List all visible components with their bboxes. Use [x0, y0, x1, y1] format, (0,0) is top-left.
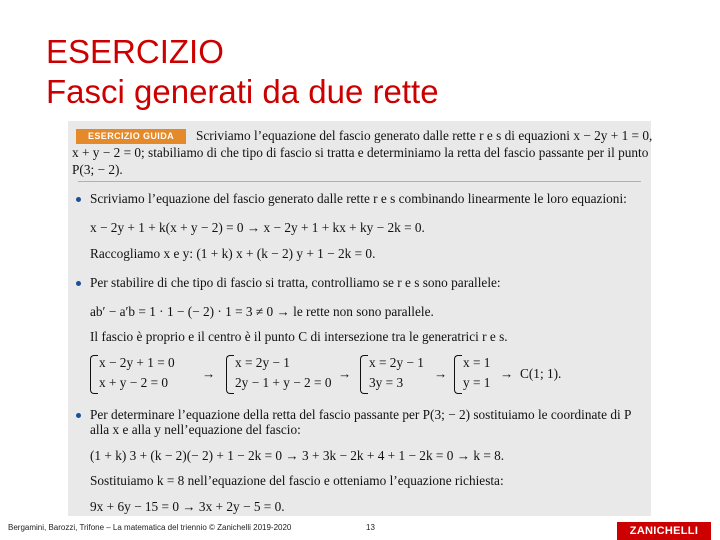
step3-text2: alla x e alla y nell’equazione del fascio: [90, 422, 301, 437]
step1-collect: Raccogliamo x e y: (1 + k) x + (k − 2) y + 1 − 2k = 0. [90, 246, 376, 261]
exercise-badge: ESERCIZIO GUIDA [76, 129, 186, 144]
bullet-icon [76, 281, 81, 286]
system-result: C(1; 1). [520, 366, 562, 381]
system-2-row1: x = 2y − 1 [235, 355, 290, 370]
slide-title-line2: Fasci generati da due rette [46, 73, 439, 110]
arrow-icon: → [202, 366, 216, 381]
step2-center: Il fascio è proprio e il centro è il punto C di intersezione tra le generatrici r e s. [90, 329, 508, 344]
zanichelli-logo: ZANICHELLI [617, 522, 711, 540]
page-number: 13 [366, 523, 375, 532]
system-4-row2: y = 1 [463, 375, 491, 390]
footer-credits: Bergamini, Barozzi, Trifone – La matematica del triennio © Zanichelli 2019-2020 [8, 523, 292, 532]
brace-icon [226, 355, 234, 394]
system-3-row2: 3y = 3 [369, 375, 404, 390]
slide-title-line1: ESERCIZIO [46, 33, 224, 70]
slide-title [46, 32, 439, 112]
step2-text: Per stabilire di che tipo di fascio si tratta, controlliamo se r e s sono parallele: [90, 275, 501, 290]
step2-equation: ab′ − a′b = 1 · 1 − (− 2) · 1 = 3 ≠ 0 → le rette non sono parallele. [90, 304, 434, 319]
brace-icon [454, 355, 462, 394]
step1-text: Scriviamo l’equazione del fascio generato dalle rette r e s combinando linearmente le loro equazioni: [90, 191, 627, 206]
system-4-row1: x = 1 [463, 355, 491, 370]
system-3-row1: x = 2y − 1 [369, 355, 424, 370]
system-2-row2: 2y − 1 + y − 2 = 0 [235, 375, 332, 390]
arrow-icon: → [338, 366, 352, 381]
separator [78, 181, 641, 182]
step3-text: Per determinare l’equazione della retta del fascio passante per P(3; − 2) sostituiamo le coordinate di P [90, 407, 632, 422]
intro-line1: Scriviamo l’equazione del fascio generato dalle rette r e s di equazioni x − 2y + 1 = 0, [196, 128, 653, 143]
bullet-icon [76, 197, 81, 202]
step3-substitute: Sostituiamo k = 8 nell’equazione del fascio e otteniamo l’equazione richiesta: [90, 473, 504, 488]
brace-icon [360, 355, 368, 394]
step3-equation: (1 + k) 3 + (k − 2)(− 2) + 1 − 2k = 0 → 3 + 3k − 2k + 4 + 1 − 2k = 0 → k = 8. [90, 448, 505, 463]
step1-equation: x − 2y + 1 + k(x + y − 2) = 0 → x − 2y + 1 + kx + ky − 2k = 0. [90, 220, 425, 235]
brace-icon [90, 355, 98, 394]
arrow-icon: → [500, 366, 514, 381]
step3-final: 9x + 6y − 15 = 0 → 3x + 2y − 5 = 0. [90, 499, 285, 514]
exercise-panel [68, 121, 651, 516]
system-1-row2: x + y − 2 = 0 [99, 375, 169, 390]
system-1-row1: x − 2y + 1 = 0 [99, 355, 175, 370]
intro-line3: P(3; − 2). [72, 162, 123, 177]
arrow-icon: → [434, 366, 448, 381]
intro-line2: x + y − 2 = 0; stabiliamo di che tipo di fascio si tratta e determiniamo la retta del fascio passante per il punto [72, 145, 649, 160]
bullet-icon [76, 413, 81, 418]
